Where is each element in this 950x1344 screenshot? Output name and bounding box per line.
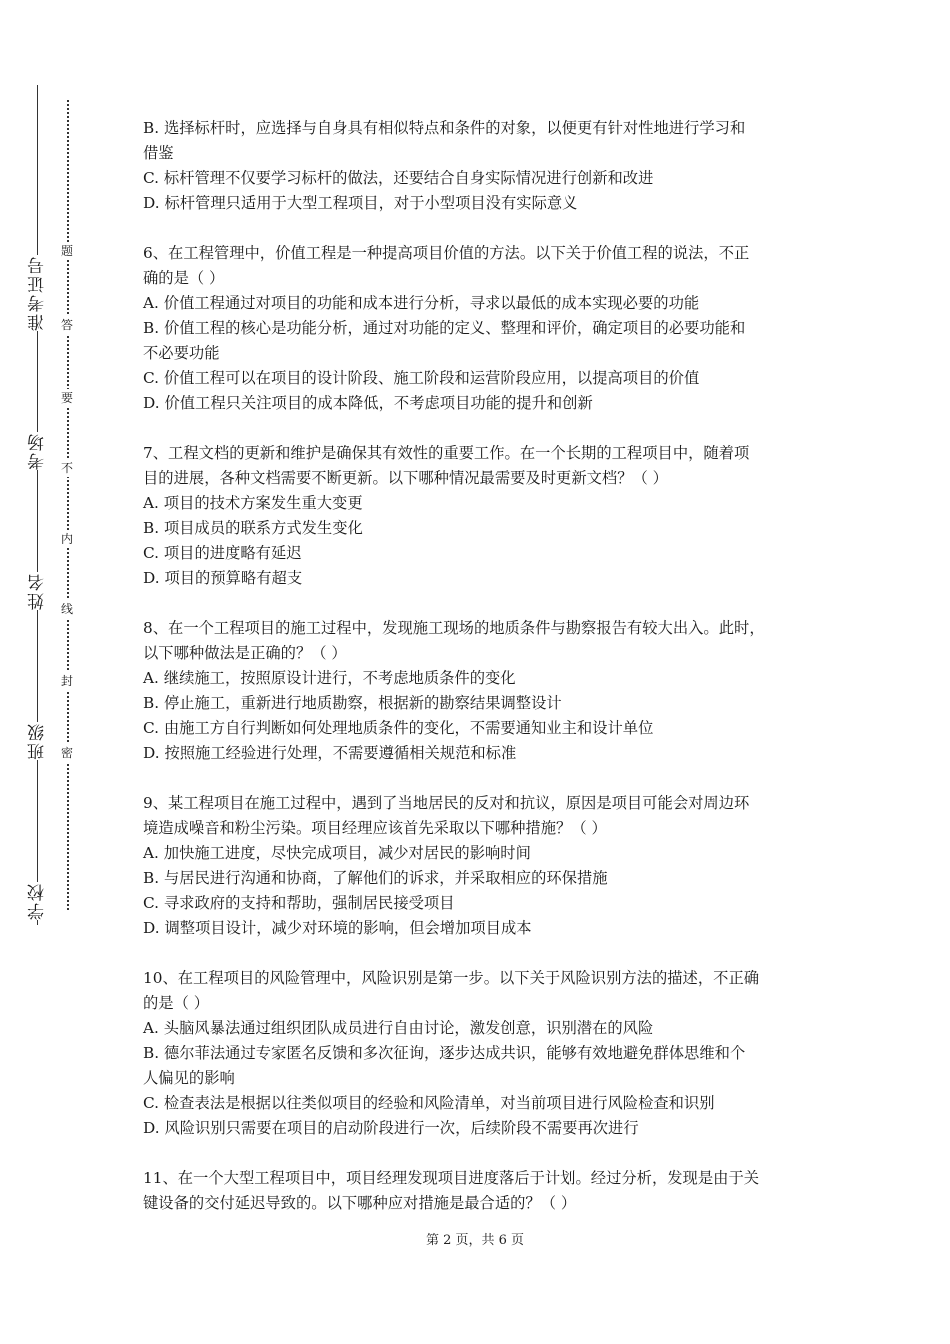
seal-char: 题	[58, 242, 76, 260]
label-exam-room: 考场	[23, 432, 53, 470]
question-stem: 的是（ ）	[143, 994, 210, 1012]
question-stem: 11、在一个大型工程项目中，项目经理发现项目进度落后于计划。经过分析，发现是由于关	[143, 1169, 760, 1187]
question-stem: 9、某工程项目在施工过程中，遇到了当地居民的反对和抗议，原因是项目可能会对周边环	[143, 794, 750, 812]
seal-char: 密	[58, 744, 76, 762]
option-line: C. 寻求政府的支持和帮助，强制居民接受项目	[143, 894, 455, 912]
seal-char: 线	[58, 600, 76, 618]
option-line: B. 德尔菲法通过专家匿名反馈和多次征询，逐步达成共识，能够有效地避免群体思维和个	[143, 1044, 746, 1062]
seal-char: 要	[58, 389, 76, 407]
binding-strip	[0, 0, 110, 1344]
option-line: C. 检查表法是根据以往类似项目的经验和风险清单，对当前项目进行风险检查和识别	[143, 1094, 715, 1112]
label-school: 学校	[23, 882, 53, 920]
option-line: A. 价值工程通过对项目的功能和成本进行分析，寻求以最低的成本实现必要的功能	[143, 294, 700, 312]
option-line: C. 项目的进度略有延迟	[143, 544, 302, 562]
text-line: B. 选择标杆时，应选择与自身具有相似特点和条件的对象，以便更有针对性地进行学习和	[143, 119, 746, 137]
label-class: 班级	[23, 722, 53, 760]
option-line: D. 按照施工经验进行处理，不需要遵循相关规范和标准	[143, 744, 517, 762]
seal-char: 答	[58, 316, 76, 334]
option-line: D. 调整项目设计，减少对环境的影响，但会增加项目成本	[143, 919, 532, 937]
label-exam-number: 准考证号	[23, 255, 53, 331]
question-stem: 境造成噪音和粉尘污染。项目经理应该首先采取以下哪种措施？（ ）	[143, 819, 607, 837]
seal-char: 封	[58, 672, 76, 690]
option-line: A. 项目的技术方案发生重大变更	[143, 494, 363, 512]
option-line: A. 头脑风暴法通过组织团队成员进行自由讨论，激发创意，识别潜在的风险	[143, 1019, 654, 1037]
question-content	[143, 116, 823, 1216]
question-stem: 10、在工程项目的风险管理中，风险识别是第一步。以下关于风险识别方法的描述，不正确	[143, 969, 760, 987]
question-stem: 目的进展，各种文档需要不断更新。以下哪种情况最需要及时更新文档？（ ）	[143, 469, 668, 487]
question-stem: 7、工程文档的更新和维护是确保其有效性的重要工作。在一个长期的工程项目中，随着项	[143, 444, 750, 462]
option-line: D. 项目的预算略有超支	[143, 569, 303, 587]
question-stem: 确的是（ ）	[143, 269, 225, 287]
page-footer: 第 2 页，共 6 页	[425, 1233, 525, 1248]
option-line: D. 价值工程只关注项目的成本降低，不考虑项目功能的提升和创新	[143, 394, 593, 412]
question-stem: 键设备的交付延迟导致的。以下哪种应对措施是最合适的？（ ）	[143, 1194, 577, 1212]
option-line: C. 由施工方自行判断如何处理地质条件的变化，不需要通知业主和设计单位	[143, 719, 654, 737]
option-line: B. 价值工程的核心是功能分析，通过对功能的定义、整理和评价，确定项目的必要功能和	[143, 319, 746, 337]
binding-solid-line	[37, 85, 38, 925]
text-line: D. 标杆管理只适用于大型工程项目，对于小型项目没有实际意义	[143, 194, 578, 212]
text-line: 借鉴	[143, 144, 174, 162]
question-stem: 以下哪种做法是正确的？（ ）	[143, 644, 347, 662]
option-line: A. 继续施工，按照原设计进行，不考虑地质条件的变化	[143, 669, 516, 687]
text-line: C. 标杆管理不仅要学习标杆的做法，还要结合自身实际情况进行创新和改进	[143, 169, 654, 187]
label-name: 姓名	[23, 572, 53, 610]
seal-char: 不	[58, 459, 76, 477]
option-line: B. 停止施工，重新进行地质勘察，根据新的勘察结果调整设计	[143, 694, 562, 712]
seal-char: 内	[58, 530, 76, 548]
option-line: B. 与居民进行沟通和协商，了解他们的诉求，并采取相应的环保措施	[143, 869, 608, 887]
option-line: D. 风险识别只需要在项目的启动阶段进行一次，后续阶段不需要再次进行	[143, 1119, 639, 1137]
option-line: A. 加快施工进度，尽快完成项目，减少对居民的影响时间	[143, 844, 531, 862]
option-line: 人偏见的影响	[143, 1069, 235, 1087]
option-line: 不必要功能	[143, 344, 220, 362]
seal-dotted-line	[67, 100, 69, 910]
option-line: B. 项目成员的联系方式发生变化	[143, 519, 363, 537]
option-line: C. 价值工程可以在项目的设计阶段、施工阶段和运营阶段应用，以提高项目的价值	[143, 369, 700, 387]
question-stem: 6、在工程管理中，价值工程是一种提高项目价值的方法。以下关于价值工程的说法，不正	[143, 244, 750, 262]
question-stem: 8、在一个工程项目的施工过程中，发现施工现场的地质条件与勘察报告有较大出入。此时，	[143, 619, 765, 637]
